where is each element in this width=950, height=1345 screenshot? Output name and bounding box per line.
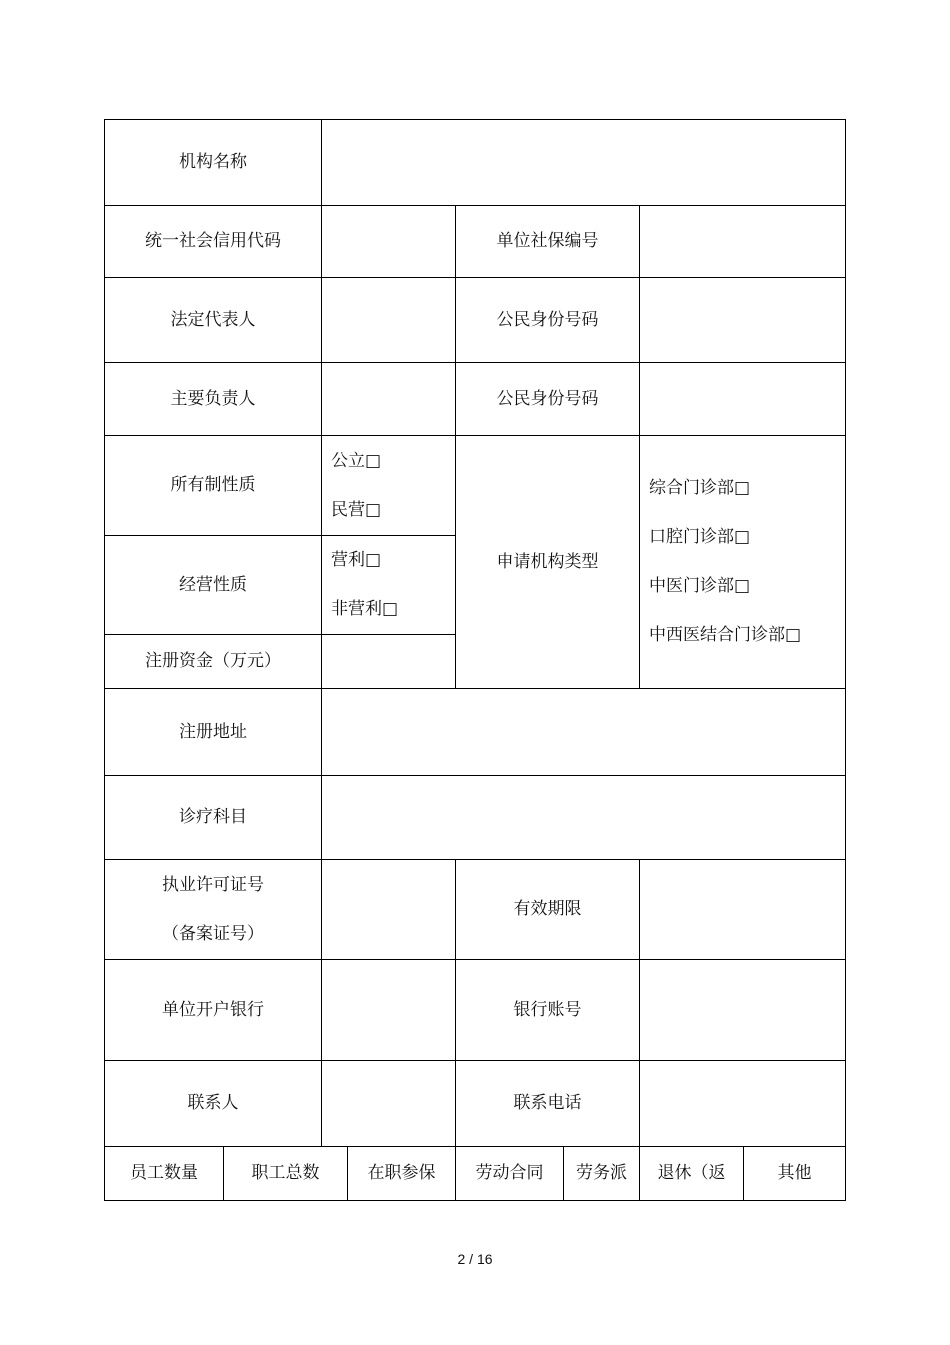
validity-field[interactable] <box>640 860 845 959</box>
license-label <box>105 860 321 959</box>
staff-header-contract: 劳动合同 <box>475 1163 544 1183</box>
registered-capital-field[interactable] <box>322 635 455 688</box>
bank-account-label: 银行账号 <box>513 999 582 1020</box>
application-form-table <box>104 119 846 1201</box>
ownership-options <box>322 436 455 535</box>
validity-label: 有效期限 <box>513 899 582 919</box>
departments-field[interactable] <box>322 776 845 859</box>
bank-label: 单位开户银行 <box>162 999 264 1020</box>
credit-code-label: 统一社会信用代码 <box>145 231 281 251</box>
operation-option-profit[interactable]: 营利□ <box>331 550 382 570</box>
org-name-field[interactable] <box>322 120 845 205</box>
credit-code-field[interactable] <box>322 206 455 277</box>
license-label-line1: 执业许可证号 <box>162 874 264 895</box>
phone-field[interactable] <box>640 1061 845 1146</box>
phone-label: 联系电话 <box>513 1093 582 1113</box>
operation-option-nonprofit[interactable]: 非营利□ <box>331 599 399 619</box>
bank-account-field[interactable] <box>640 960 845 1060</box>
apply-type-option-dental[interactable]: 口腔门诊部□ <box>649 527 751 547</box>
staff-header-count: 员工数量 <box>130 1163 198 1183</box>
staff-header-dispatch: 劳务派 <box>576 1163 627 1183</box>
ownership-option-public[interactable]: 公立□ <box>331 450 382 471</box>
staff-header-retired: 退休（返 <box>657 1163 726 1183</box>
org-name-label: 机构名称 <box>179 152 247 172</box>
page-number: 2 / 16 <box>457 1251 493 1267</box>
license-field[interactable] <box>322 860 455 959</box>
operation-label: 经营性质 <box>179 574 247 595</box>
social-security-no-label: 单位社保编号 <box>496 231 599 251</box>
staff-header-other: 其他 <box>777 1163 812 1183</box>
apply-type-option-integrated[interactable]: 中西医结合门诊部□ <box>649 625 802 645</box>
legal-rep-id-field[interactable] <box>640 278 845 362</box>
main-person-id-label: 公民身份号码 <box>496 388 599 409</box>
legal-rep-field[interactable] <box>322 278 455 362</box>
ownership-option-private[interactable]: 民营□ <box>331 499 382 520</box>
registered-capital-label: 注册资金（万元） <box>145 651 281 671</box>
legal-rep-id-label: 公民身份号码 <box>496 309 599 330</box>
staff-header-total: 职工总数 <box>251 1163 320 1183</box>
bank-field[interactable] <box>322 960 455 1060</box>
staff-header-insured: 在职参保 <box>367 1163 436 1183</box>
apply-type-options <box>640 436 845 688</box>
contact-field[interactable] <box>322 1061 455 1146</box>
main-person-label: 主要负责人 <box>170 388 256 409</box>
license-label-line2: （备案证号） <box>162 923 264 944</box>
registered-address-field[interactable] <box>322 689 845 775</box>
operation-options <box>322 536 455 634</box>
main-person-id-field[interactable] <box>640 363 845 435</box>
apply-type-option-general[interactable]: 综合门诊部□ <box>649 478 751 498</box>
departments-label: 诊疗科目 <box>179 807 247 827</box>
apply-type-label: 申请机构类型 <box>496 551 599 572</box>
contact-label: 联系人 <box>187 1093 239 1113</box>
legal-rep-label: 法定代表人 <box>170 309 256 330</box>
main-person-field[interactable] <box>322 363 455 435</box>
ownership-label: 所有制性质 <box>170 475 256 495</box>
apply-type-option-tcm[interactable]: 中医门诊部□ <box>649 576 751 596</box>
social-security-no-field[interactable] <box>640 206 845 277</box>
registered-address-label: 注册地址 <box>179 721 247 742</box>
